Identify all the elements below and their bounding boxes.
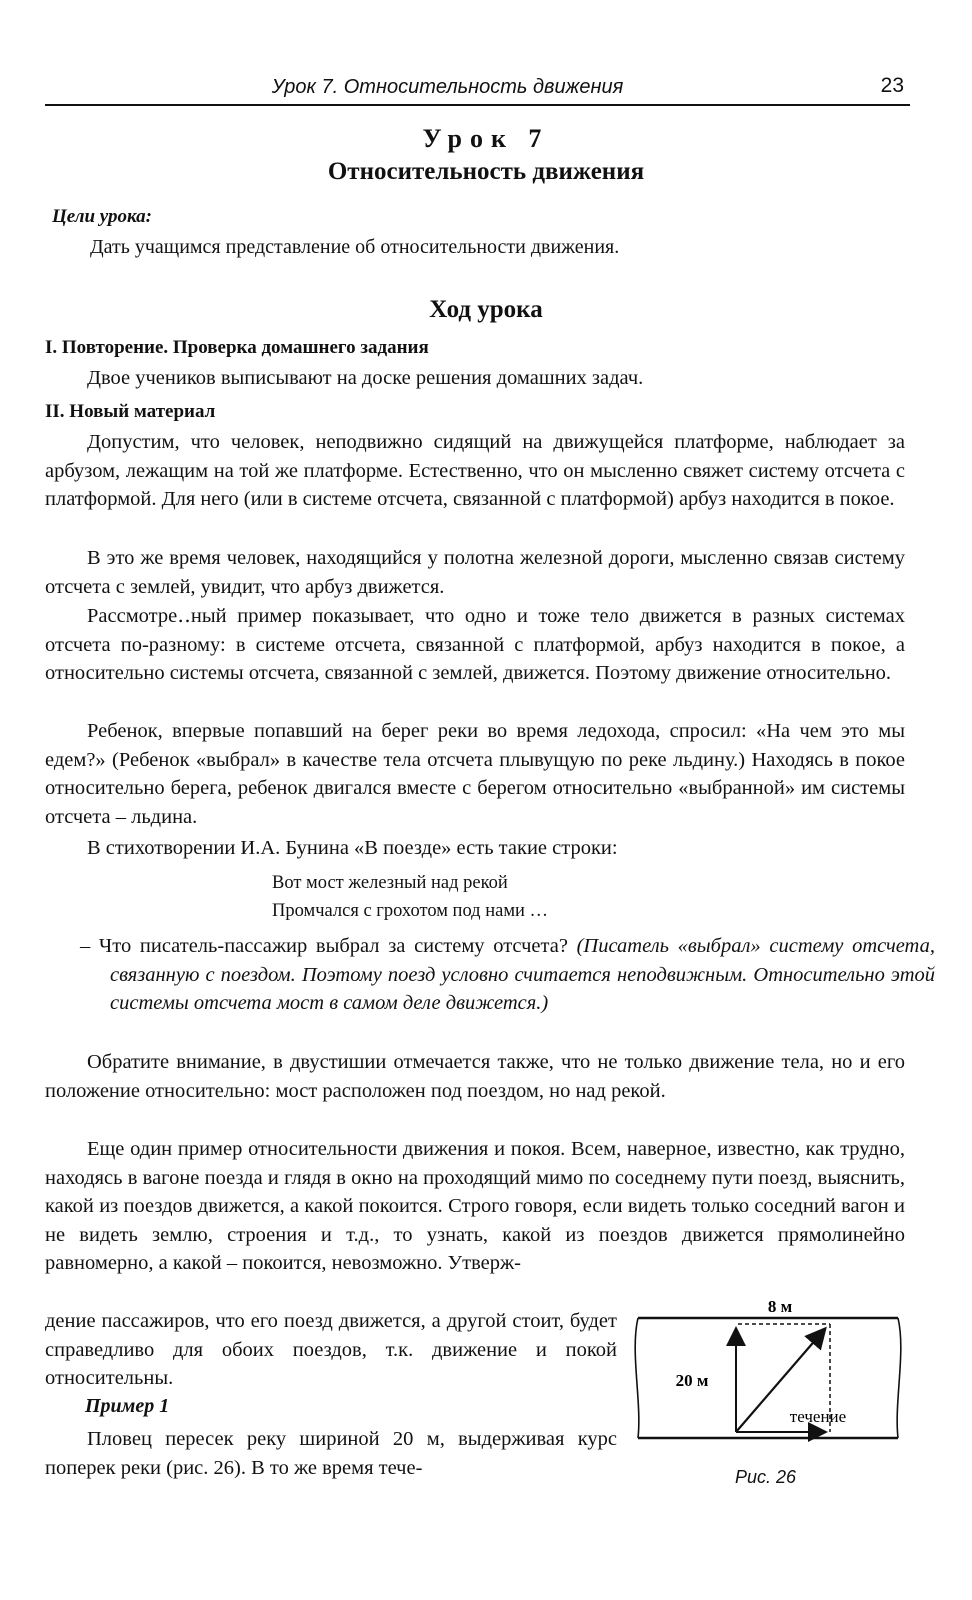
river-diagram [628, 1292, 908, 1492]
poem-line: Промчался с грохотом под нами … [272, 901, 549, 921]
goals-label: Цели урока: [52, 206, 152, 227]
paragraph: дение пассажиров, что его поезд движется, а другой стоит, будет справедливо для обоих поездов, т.к. движение и покой относительны. [45, 1310, 617, 1389]
plan-title: Ход урока [429, 296, 543, 323]
label-current: течение [789, 1407, 847, 1426]
paragraph: Еще один пример относительности движения и покоя. Всем, наверное, известно, как трудно, находясь в вагоне поезда и глядя в окно на проходящий мимо по соседнему пути поезд, выяснить, какой из поездов движется, а какой покоится. Строго говоря, если видеть только соседний вагон и не видеть землю, строения и т.д., то узнать, какой из поездов движется прямолинейно равномерно, а какой – покоится, невозможно. Утверж- [45, 1138, 905, 1274]
question-text: – Что писатель-пассажир выбрал за систему отсчета? [80, 935, 577, 957]
question-item [80, 932, 935, 1018]
goals-text: Дать учащимся представление об относительности движения. [90, 236, 620, 258]
running-head [45, 74, 910, 106]
figure-caption: Рис. 26 [735, 1467, 797, 1487]
page-number: 23 [880, 74, 904, 97]
label-20m: 20 м [675, 1371, 709, 1390]
example-text: Пловец пересек реку шириной 20 м, выдерживая курс поперек реки (рис. 26). В то же время тече- [45, 1428, 617, 1479]
section2-heading: II. Новый материал [45, 401, 216, 422]
lesson-title: Относительность движения [327, 158, 645, 185]
example-label: Пример 1 [85, 1395, 170, 1417]
paragraph: Обратите внимание, в двустишии отмечается также, что не только движение тела, но и его положение относительно: мост расположен под поездом, но над рекой. [45, 1051, 905, 1102]
break-line-right [897, 1318, 901, 1438]
section1-text: Двое учеников выписывают на доске решения домашних задач. [87, 367, 644, 389]
answer-text: (Писатель «выбрал» систему отсчета, связанную с поездом. Поэтому поезд условно считается неподвижным. Относительно этой системы отсчета мост в самом деле движется.) [110, 935, 935, 1014]
running-title: Урок 7. Относительность движения [271, 76, 624, 98]
paragraph: В стихотворении И.А. Бунина «В поезде» есть такие строки: [87, 837, 618, 859]
poem-line: Вот мост железный над рекой [272, 873, 508, 893]
break-line-left [635, 1318, 639, 1438]
paragraph: Рассмотре‥ный пример показывает, что одно и тоже тело движется в разных системах отсчета по-разному: в системе отсчета, связанной с платформой, арбуз находится в покое, а относительно системы отсчета, связанной с землей, движется. Поэтому движение относительно. [45, 605, 905, 684]
lesson-number: Урок 7 [422, 124, 550, 153]
label-8m: 8 м [767, 1297, 793, 1316]
paragraph: Допустим, что человек, неподвижно сидящий на движущейся платформе, наблюдает за арбузом, лежащим на той же платформе. Естественно, что он мысленно свяжет систему отсчета с платформой. Для него (или в системе отсчета, связанной с платформой) арбуз находится в покое. [45, 431, 905, 510]
paragraph: Ребенок, впервые попавший на берег реки во время ледохода, спросил: «На чем это мы едем?» (Ребенок «выбрал» в качестве тела отсчета плывущую по реке льдину.) Находясь в покое относительно берега, ребенок двигался вместе с берегом относительно «выбранной» им системы отсчета – льдина. [45, 720, 905, 828]
paragraph: В это же время человек, находящийся у полотна железной дороги, мысленно связав систему отсчета с землей, увидит, что арбуз движется. [45, 547, 905, 598]
section1-heading: I. Повторение. Проверка домашнего задания [45, 337, 429, 358]
